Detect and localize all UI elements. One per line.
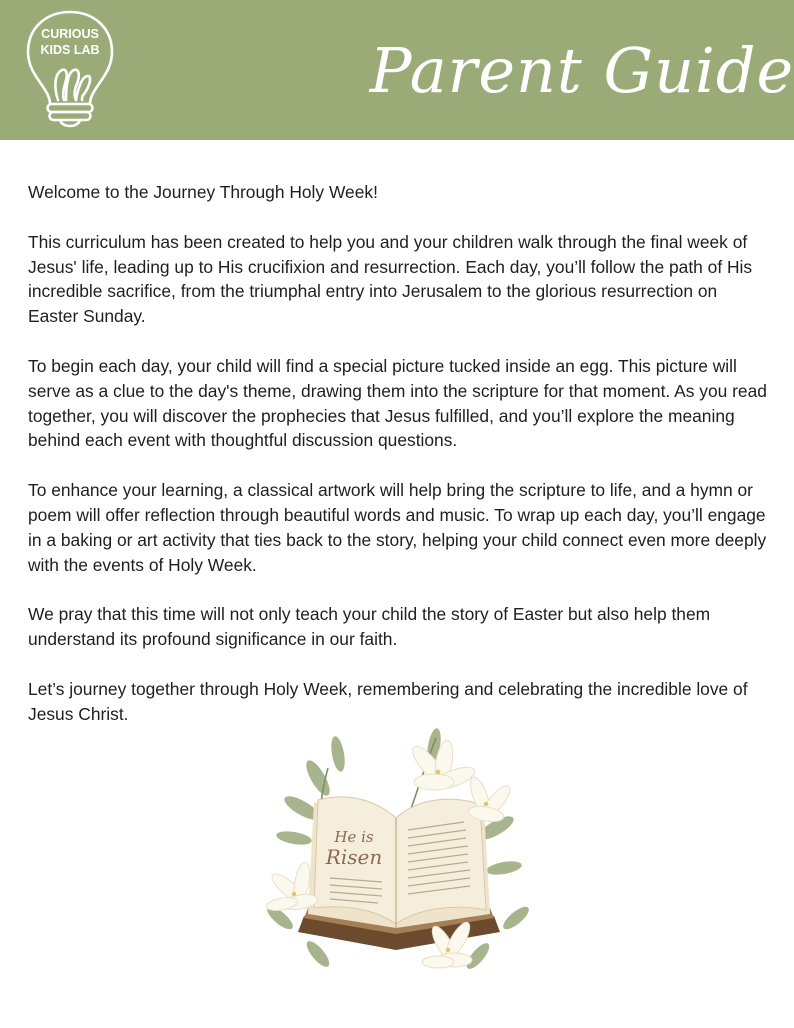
page-title: [369, 18, 794, 122]
brand-line1: CURIOUS: [41, 27, 99, 41]
paragraph-intro: This curriculum has been created to help you and your children walk through the final week of Jesus' life, leading up to His crucifixion and resurrection. Each day, you’ll follow the path of His incredible sacrifice, from the triumphal entry into Jerusalem to the glorious resurrection on Easter Sunday.: [28, 231, 753, 327]
paragraph-closing: Let’s journey together through Holy Week, remembering and celebrating the incredible love of Jesus Christ.: [28, 678, 748, 724]
book-text-line2: Risen: [325, 845, 383, 869]
book-text-line1: He is: [334, 828, 374, 846]
header-banner: [0, 0, 794, 140]
guide-content: [28, 180, 768, 752]
paragraph-prayer: We pray that this time will not only teach your child the story of Easter but also help them understand its profound significance in our faith.: [28, 604, 711, 650]
lightbulb-logo-icon: [22, 8, 118, 132]
page-title-text: Parent Guide: [369, 34, 794, 107]
paragraph-enhance-learning: To enhance your learning, a classical artwork will help bring the scripture to life, and a hymn or poem will offer reflection through beautiful words and music. To wrap up each day, you’ll engage in a baking or art activity that ties back to the story, helping your child connect even more deeply with the events of Holy Week.: [28, 480, 767, 575]
brand-line2: KIDS LAB: [40, 43, 100, 57]
open-bible-lilies-illustration: [258, 718, 538, 990]
paragraph-egg-clue: To begin each day, your child will find a special picture tucked inside an egg. This picture will serve as a clue to the day's theme, drawing them into the scripture for that moment. As you read together, you will discover the prophecies that Jesus fulfilled, and you’ll explore the meaning behind each event with thoughtful discussion questions.: [28, 355, 767, 451]
greeting: Welcome to the Journey Through Holy Week!: [28, 182, 378, 202]
